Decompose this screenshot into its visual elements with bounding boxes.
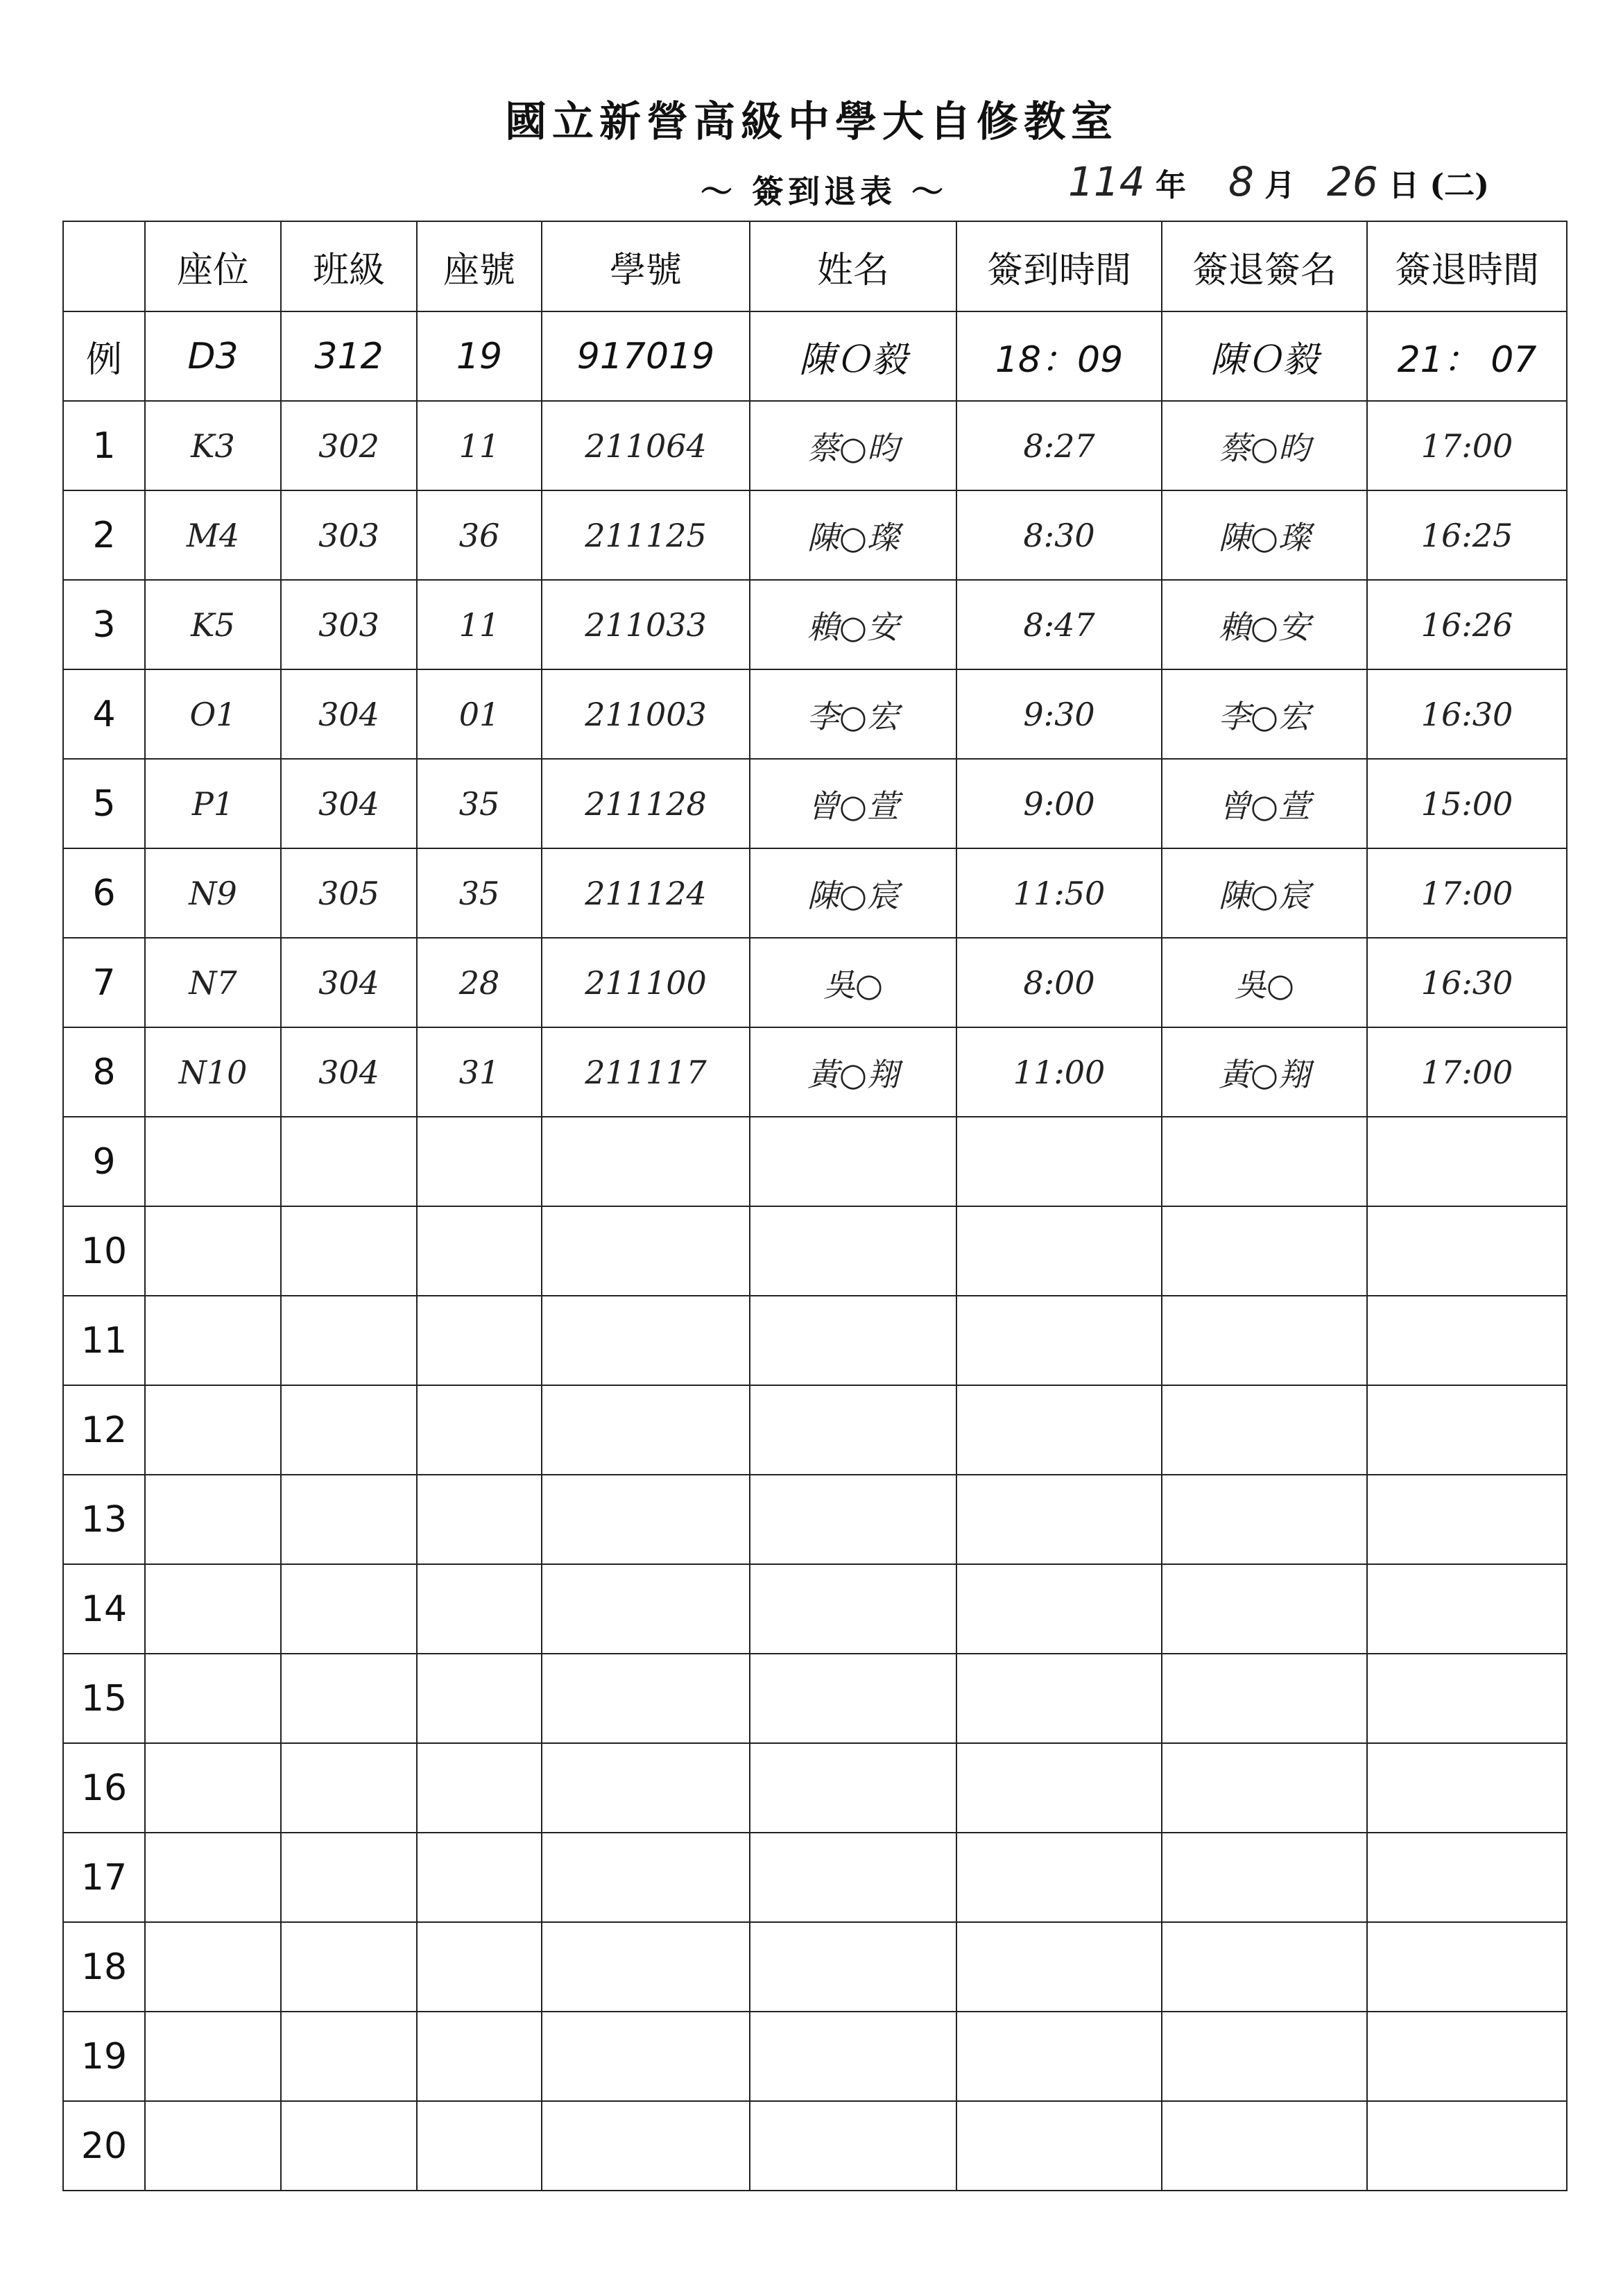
cell-name[interactable]: 蔡○昀 xyxy=(750,401,956,490)
cell-sign-out-signature[interactable] xyxy=(1162,1296,1367,1385)
cell-student-id[interactable] xyxy=(542,1743,750,1833)
date-day[interactable]: 26 xyxy=(1326,158,1378,205)
cell-student-id[interactable] xyxy=(542,2012,750,2101)
cell-sign-in-time[interactable] xyxy=(956,1654,1162,1743)
table-row xyxy=(63,2101,1567,2191)
document-title: 國立新營高級中學大自修教室 xyxy=(505,98,1118,146)
cell-name[interactable] xyxy=(750,1475,956,1564)
cell-row-number: 13 xyxy=(63,1475,145,1564)
cell-seat-number[interactable] xyxy=(417,1475,542,1564)
cell-seat-number[interactable] xyxy=(417,1654,542,1743)
cell-student-id[interactable] xyxy=(542,1922,750,2012)
table-row xyxy=(63,1117,1567,1206)
cell-row-number: 17 xyxy=(63,1833,145,1922)
cell-class[interactable] xyxy=(281,1922,417,2012)
cell-name[interactable]: 陳○璨 xyxy=(750,490,956,580)
cell-sign-out-signature[interactable]: 賴○安 xyxy=(1162,580,1367,669)
cell-name[interactable] xyxy=(750,1117,956,1206)
cell-student-id[interactable]: 211064 xyxy=(542,401,750,490)
cell-class[interactable]: 304 xyxy=(281,759,417,848)
cell-class[interactable] xyxy=(281,1833,417,1922)
cell-row-number: 9 xyxy=(63,1117,145,1206)
cell-sign-out-signature[interactable] xyxy=(1162,1475,1367,1564)
date-year[interactable]: 114 xyxy=(1068,158,1145,205)
cell-seat[interactable] xyxy=(145,1654,281,1743)
header-row-number xyxy=(63,221,145,311)
header-name: 姓名 xyxy=(750,221,956,311)
table-row xyxy=(63,401,1567,490)
cell-row-number: 1 xyxy=(63,401,145,490)
cell-seat[interactable] xyxy=(145,1206,281,1296)
table-row xyxy=(63,1833,1567,1922)
example-sign-in-time: 18：09 xyxy=(956,311,1162,401)
cell-sign-out-time[interactable] xyxy=(1367,1385,1567,1475)
cell-row-number: 2 xyxy=(63,490,145,580)
cell-sign-in-time[interactable]: 8:27 xyxy=(956,401,1162,490)
cell-class[interactable]: 302 xyxy=(281,401,417,490)
cell-name[interactable]: 賴○安 xyxy=(750,580,956,669)
table-row xyxy=(63,759,1567,848)
cell-sign-out-signature[interactable]: 陳○宸 xyxy=(1162,848,1367,938)
cell-student-id[interactable]: 211003 xyxy=(542,669,750,759)
example-row-number: 例 xyxy=(63,311,145,401)
table-row xyxy=(63,669,1567,759)
cell-seat[interactable] xyxy=(145,1385,281,1475)
cell-sign-in-time[interactable] xyxy=(956,1296,1162,1385)
cell-seat[interactable] xyxy=(145,1743,281,1833)
cell-seat[interactable] xyxy=(145,1564,281,1654)
cell-sign-in-time[interactable] xyxy=(956,1206,1162,1296)
cell-seat[interactable] xyxy=(145,1475,281,1564)
cell-sign-in-time[interactable]: 8:30 xyxy=(956,490,1162,580)
cell-name[interactable] xyxy=(750,2101,956,2191)
cell-sign-in-time[interactable]: 11:00 xyxy=(956,1027,1162,1117)
cell-name[interactable]: 李○宏 xyxy=(750,669,956,759)
cell-sign-out-signature[interactable] xyxy=(1162,1206,1367,1296)
cell-student-id[interactable] xyxy=(542,1475,750,1564)
cell-student-id[interactable] xyxy=(542,1564,750,1654)
cell-class[interactable]: 304 xyxy=(281,669,417,759)
cell-name[interactable] xyxy=(750,1206,956,1296)
table-row xyxy=(63,1296,1567,1385)
cell-seat[interactable]: M4 xyxy=(145,490,281,580)
cell-sign-out-time[interactable] xyxy=(1367,2012,1567,2101)
cell-seat[interactable]: N10 xyxy=(145,1027,281,1117)
cell-name[interactable] xyxy=(750,2012,956,2101)
example-seat: D3 xyxy=(145,311,281,401)
cell-student-id[interactable] xyxy=(542,1206,750,1296)
table-row xyxy=(63,1743,1567,1833)
cell-sign-out-signature[interactable]: 吳○ xyxy=(1162,938,1367,1027)
cell-student-id[interactable]: 211125 xyxy=(542,490,750,580)
header-class: 班級 xyxy=(281,221,417,311)
cell-name[interactable]: 曾○萱 xyxy=(750,759,956,848)
cell-seat[interactable]: K3 xyxy=(145,401,281,490)
cell-row-number: 11 xyxy=(63,1296,145,1385)
cell-class[interactable] xyxy=(281,1206,417,1296)
table-row xyxy=(63,1475,1567,1564)
cell-class[interactable]: 304 xyxy=(281,938,417,1027)
cell-row-number: 3 xyxy=(63,580,145,669)
cell-seat-number[interactable] xyxy=(417,1833,542,1922)
cell-seat-number[interactable]: 01 xyxy=(417,669,542,759)
cell-sign-out-time[interactable] xyxy=(1367,1654,1567,1743)
cell-row-number: 12 xyxy=(63,1385,145,1475)
cell-sign-in-time[interactable] xyxy=(956,1385,1162,1475)
cell-row-number: 5 xyxy=(63,759,145,848)
cell-sign-out-time[interactable] xyxy=(1367,1743,1567,1833)
example-name: 陳Ｏ毅 xyxy=(750,311,956,401)
cell-name[interactable]: 吳○ xyxy=(750,938,956,1027)
cell-sign-out-signature[interactable] xyxy=(1162,2101,1367,2191)
cell-sign-out-time[interactable]: 16:26 xyxy=(1367,580,1567,669)
cell-sign-out-time[interactable] xyxy=(1367,1296,1567,1385)
cell-sign-in-time[interactable]: 11:50 xyxy=(956,848,1162,938)
cell-sign-in-time[interactable] xyxy=(956,2101,1162,2191)
cell-sign-out-time[interactable]: 17:00 xyxy=(1367,401,1567,490)
cell-student-id[interactable]: 211124 xyxy=(542,848,750,938)
example-class: 312 xyxy=(281,311,417,401)
cell-seat[interactable]: O1 xyxy=(145,669,281,759)
cell-sign-in-time[interactable] xyxy=(956,1833,1162,1922)
cell-seat[interactable] xyxy=(145,1117,281,1206)
table-row xyxy=(63,1922,1567,2012)
cell-student-id[interactable]: 211128 xyxy=(542,759,750,848)
cell-sign-in-time[interactable] xyxy=(956,1475,1162,1564)
table-body xyxy=(63,311,1567,2191)
header-sign-in-time: 簽到時間 xyxy=(956,221,1162,311)
date-year-label: 年 xyxy=(1155,168,1186,203)
cell-sign-out-time[interactable] xyxy=(1367,1206,1567,1296)
sign-in-table xyxy=(62,221,1568,2191)
cell-sign-out-time[interactable] xyxy=(1367,1117,1567,1206)
cell-name[interactable] xyxy=(750,1385,956,1475)
cell-sign-out-signature[interactable]: 曾○萱 xyxy=(1162,759,1367,848)
cell-seat-number[interactable] xyxy=(417,2101,542,2191)
cell-sign-out-signature[interactable]: 黃○翔 xyxy=(1162,1027,1367,1117)
cell-sign-in-time[interactable] xyxy=(956,1743,1162,1833)
cell-class[interactable] xyxy=(281,1743,417,1833)
cell-student-id[interactable]: 211100 xyxy=(542,938,750,1027)
cell-row-number: 19 xyxy=(63,2012,145,2101)
cell-seat-number[interactable]: 11 xyxy=(417,580,542,669)
cell-student-id[interactable] xyxy=(542,1117,750,1206)
cell-name[interactable] xyxy=(750,1833,956,1922)
cell-name[interactable]: 黃○翔 xyxy=(750,1027,956,1117)
cell-sign-out-signature[interactable] xyxy=(1162,1564,1367,1654)
cell-seat-number[interactable] xyxy=(417,1743,542,1833)
date-line xyxy=(1068,158,1489,205)
cell-sign-in-time[interactable] xyxy=(956,2012,1162,2101)
cell-seat-number[interactable] xyxy=(417,1385,542,1475)
cell-seat-number[interactable] xyxy=(417,1206,542,1296)
cell-sign-in-time[interactable] xyxy=(956,1922,1162,2012)
cell-name[interactable] xyxy=(750,1564,956,1654)
cell-student-id[interactable] xyxy=(542,1385,750,1475)
cell-class[interactable] xyxy=(281,1564,417,1654)
cell-seat[interactable] xyxy=(145,2012,281,2101)
cell-seat[interactable]: K5 xyxy=(145,580,281,669)
cell-student-id[interactable] xyxy=(542,1654,750,1743)
cell-student-id[interactable]: 211033 xyxy=(542,580,750,669)
cell-class[interactable] xyxy=(281,1654,417,1743)
cell-sign-out-time[interactable]: 16:30 xyxy=(1367,938,1567,1027)
cell-sign-out-signature[interactable] xyxy=(1162,1743,1367,1833)
table-row xyxy=(63,490,1567,580)
cell-sign-out-time[interactable]: 15:00 xyxy=(1367,759,1567,848)
cell-sign-in-time[interactable]: 9:00 xyxy=(956,759,1162,848)
cell-row-number: 20 xyxy=(63,2101,145,2191)
cell-sign-out-signature[interactable] xyxy=(1162,1385,1367,1475)
cell-seat[interactable] xyxy=(145,1922,281,2012)
cell-sign-out-signature[interactable] xyxy=(1162,1654,1367,1743)
cell-name[interactable] xyxy=(750,1654,956,1743)
cell-seat-number[interactable] xyxy=(417,2012,542,2101)
table-row xyxy=(63,580,1567,669)
cell-class[interactable]: 303 xyxy=(281,490,417,580)
cell-sign-out-signature[interactable]: 蔡○昀 xyxy=(1162,401,1367,490)
cell-sign-out-signature[interactable]: 陳○璨 xyxy=(1162,490,1367,580)
table-row xyxy=(63,2012,1567,2101)
header-seat-number: 座號 xyxy=(417,221,542,311)
cell-row-number: 10 xyxy=(63,1206,145,1296)
cell-name[interactable] xyxy=(750,1296,956,1385)
example-student-id: 917019 xyxy=(542,311,750,401)
cell-seat-number[interactable]: 28 xyxy=(417,938,542,1027)
cell-row-number: 7 xyxy=(63,938,145,1027)
cell-row-number: 6 xyxy=(63,848,145,938)
cell-class[interactable] xyxy=(281,2101,417,2191)
cell-name[interactable] xyxy=(750,1922,956,2012)
header-seat: 座位 xyxy=(145,221,281,311)
cell-sign-out-time[interactable] xyxy=(1367,1922,1567,2012)
cell-class[interactable] xyxy=(281,2012,417,2101)
date-weekday: (二) xyxy=(1429,168,1489,203)
cell-seat[interactable] xyxy=(145,2101,281,2191)
table-row xyxy=(63,1027,1567,1117)
document-subtitle: ～ 簽到退表 ～ xyxy=(701,173,948,210)
cell-sign-in-time[interactable]: 8:47 xyxy=(956,580,1162,669)
cell-row-number: 15 xyxy=(63,1654,145,1743)
example-seat-number: 19 xyxy=(417,311,542,401)
header-sign-out-time: 簽退時間 xyxy=(1367,221,1567,311)
cell-sign-out-signature[interactable] xyxy=(1162,1922,1367,2012)
table-row xyxy=(63,848,1567,938)
cell-seat-number[interactable]: 31 xyxy=(417,1027,542,1117)
header-sign-out-signature: 簽退簽名 xyxy=(1162,221,1367,311)
cell-student-id[interactable] xyxy=(542,1296,750,1385)
cell-class[interactable]: 303 xyxy=(281,580,417,669)
cell-seat-number[interactable]: 36 xyxy=(417,490,542,580)
date-month-label: 月 xyxy=(1264,168,1296,203)
cell-row-number: 18 xyxy=(63,1922,145,2012)
cell-seat[interactable] xyxy=(145,1296,281,1385)
header-row xyxy=(63,221,1567,311)
cell-sign-out-time[interactable]: 16:25 xyxy=(1367,490,1567,580)
cell-sign-out-signature[interactable] xyxy=(1162,1117,1367,1206)
cell-sign-in-time[interactable] xyxy=(956,1564,1162,1654)
cell-seat-number[interactable]: 11 xyxy=(417,401,542,490)
cell-sign-out-time[interactable]: 17:00 xyxy=(1367,848,1567,938)
table-row xyxy=(63,1564,1567,1654)
cell-row-number: 16 xyxy=(63,1743,145,1833)
cell-student-id[interactable]: 211117 xyxy=(542,1027,750,1117)
cell-seat[interactable] xyxy=(145,1833,281,1922)
cell-sign-out-signature[interactable] xyxy=(1162,2012,1367,2101)
cell-sign-out-time[interactable]: 16:30 xyxy=(1367,669,1567,759)
cell-seat-number[interactable]: 35 xyxy=(417,759,542,848)
cell-class[interactable] xyxy=(281,1296,417,1385)
date-month[interactable]: 8 xyxy=(1228,158,1254,205)
cell-seat[interactable]: N9 xyxy=(145,848,281,938)
example-row xyxy=(63,311,1567,401)
cell-sign-out-signature[interactable] xyxy=(1162,1833,1367,1922)
cell-sign-out-time[interactable] xyxy=(1367,2101,1567,2191)
cell-student-id[interactable] xyxy=(542,2101,750,2191)
header-student-id: 學號 xyxy=(542,221,750,311)
cell-row-number: 14 xyxy=(63,1564,145,1654)
cell-sign-in-time[interactable]: 9:30 xyxy=(956,669,1162,759)
cell-sign-in-time[interactable]: 8:00 xyxy=(956,938,1162,1027)
cell-seat-number[interactable] xyxy=(417,1296,542,1385)
cell-sign-out-time[interactable] xyxy=(1367,1564,1567,1654)
cell-seat-number[interactable] xyxy=(417,1564,542,1654)
cell-name[interactable] xyxy=(750,1743,956,1833)
cell-seat[interactable]: P1 xyxy=(145,759,281,848)
cell-student-id[interactable] xyxy=(542,1833,750,1922)
cell-name[interactable]: 陳○宸 xyxy=(750,848,956,938)
table-row xyxy=(63,1206,1567,1296)
cell-class[interactable] xyxy=(281,1475,417,1564)
date-day-label: 日 xyxy=(1389,168,1420,203)
cell-seat-number[interactable] xyxy=(417,1117,542,1206)
cell-seat-number[interactable]: 35 xyxy=(417,848,542,938)
cell-row-number: 4 xyxy=(63,669,145,759)
example-sign-out-signature: 陳Ｏ毅 xyxy=(1162,311,1367,401)
cell-sign-out-time[interactable]: 17:00 xyxy=(1367,1027,1567,1117)
cell-sign-out-time[interactable] xyxy=(1367,1833,1567,1922)
cell-class[interactable]: 304 xyxy=(281,1027,417,1117)
example-sign-out-time: 21： 07 xyxy=(1367,311,1567,401)
cell-class[interactable] xyxy=(281,1117,417,1206)
cell-sign-out-time[interactable] xyxy=(1367,1475,1567,1564)
table-row xyxy=(63,938,1567,1027)
cell-class[interactable]: 305 xyxy=(281,848,417,938)
cell-sign-out-signature[interactable]: 李○宏 xyxy=(1162,669,1367,759)
table-row xyxy=(63,1654,1567,1743)
cell-seat[interactable]: N7 xyxy=(145,938,281,1027)
cell-seat-number[interactable] xyxy=(417,1922,542,2012)
cell-class[interactable] xyxy=(281,1385,417,1475)
table-row xyxy=(63,1385,1567,1475)
cell-sign-in-time[interactable] xyxy=(956,1117,1162,1206)
cell-row-number: 8 xyxy=(63,1027,145,1117)
